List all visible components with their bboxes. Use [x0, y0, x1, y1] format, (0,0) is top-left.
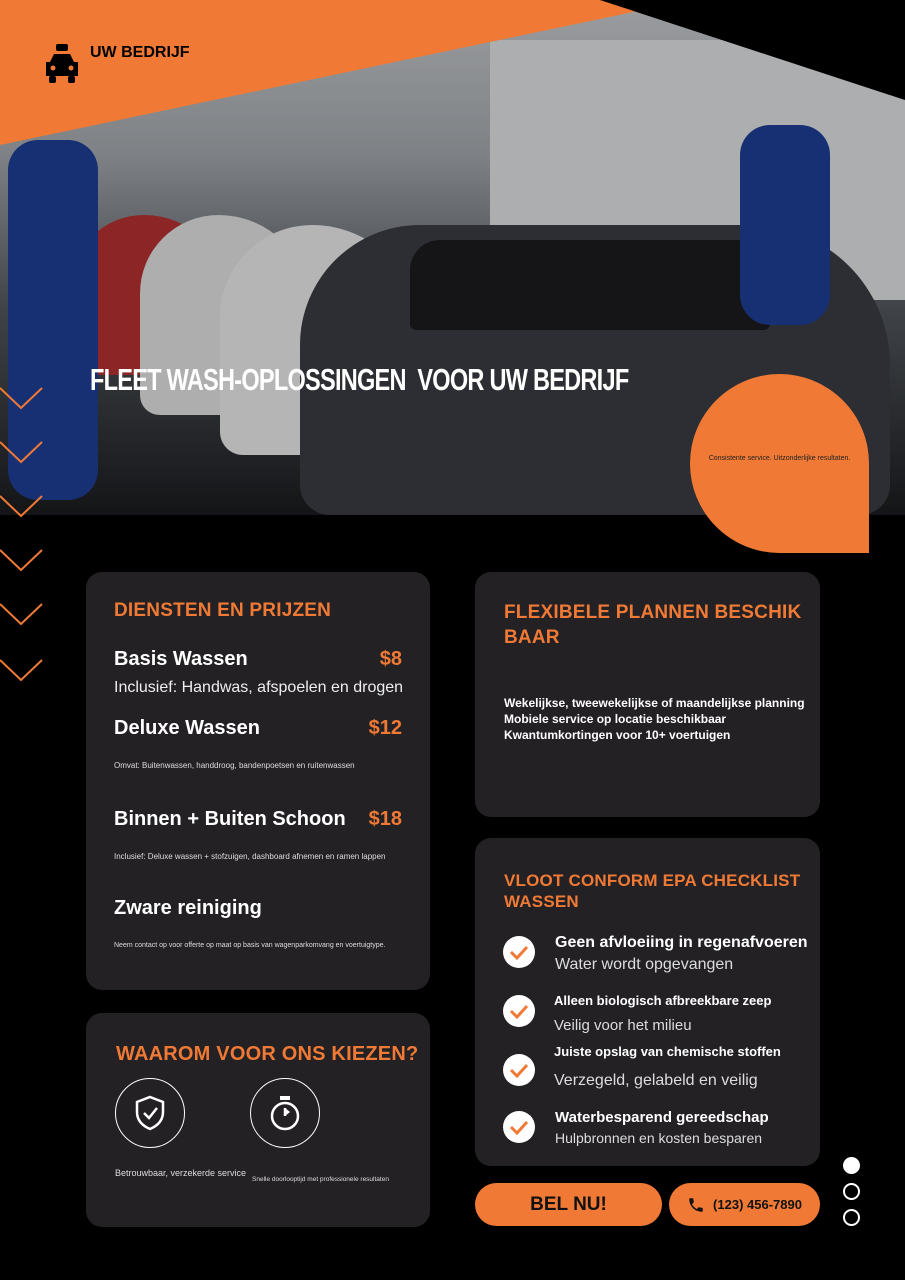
plans-list	[504, 695, 805, 743]
plan-line: Kwantumkortingen voor 10+ voertuigen	[504, 728, 731, 742]
service-desc: Inclusief: Handwas, afspoelen en drogen	[114, 679, 404, 696]
checklist-sub: Water wordt opgevangen	[555, 956, 734, 973]
page-dot[interactable]	[843, 1209, 860, 1226]
services-heading: DIENSTEN EN PRIJZEN	[114, 600, 332, 621]
checklist-title: Waterbesparend gereedschap	[555, 1109, 769, 1126]
service-price: $8	[379, 648, 402, 670]
check-icon	[503, 995, 535, 1027]
page-dot[interactable]	[843, 1183, 860, 1200]
call-now-button[interactable]: BEL NU!	[475, 1183, 662, 1226]
brand-name: UW BEDRIJF	[90, 44, 190, 61]
stopwatch-icon	[250, 1078, 320, 1148]
checklist-title: Juiste opslag van chemische stoffen	[554, 1044, 781, 1059]
service-price: $12	[368, 717, 402, 739]
feature-label: Betrouwbaar, verzekerde service	[115, 1168, 247, 1178]
service-name: Binnen + Buiten Schoon	[114, 808, 346, 830]
checklist-card	[475, 838, 820, 1166]
why-card	[86, 1013, 430, 1227]
why-heading: WAAROM VOOR ONS KIEZEN?	[116, 1043, 419, 1065]
car-logo-icon	[44, 42, 80, 86]
tagline: Consistente service. Uitzonderlijke resultaten.	[708, 455, 851, 462]
checklist-title: Alleen biologisch afbreekbare zeep	[554, 993, 772, 1008]
chevron-decoration-icon	[0, 380, 46, 700]
checklist-sub: Verzegeld, gelabeld en veilig	[554, 1072, 758, 1089]
page-dot-active[interactable]	[843, 1157, 860, 1174]
service-name: Deluxe Wassen	[114, 717, 260, 739]
plan-line: Mobiele service op locatie beschikbaar	[504, 712, 727, 726]
checklist-title: Geen afvloeiing in regenafvoeren	[555, 934, 808, 951]
checklist-sub: Hulpbronnen en kosten besparen	[555, 1130, 763, 1146]
service-name: Basis Wassen	[114, 648, 248, 670]
checklist-heading: VLOOT CONFORM EPA CHECKLIST WASSEN	[504, 871, 801, 911]
phone-button[interactable]	[669, 1183, 820, 1226]
phone-icon	[687, 1196, 705, 1214]
service-desc: Inclusief: Deluxe wassen + stofzuigen, dashboard afnemen en ramen lappen	[114, 852, 386, 861]
shield-check-icon	[115, 1078, 185, 1148]
tagline-badge	[690, 374, 869, 553]
check-icon	[503, 936, 535, 968]
service-desc: Omvat: Buitenwassen, handdroog, bandenpoetsen en ruitenwassen	[114, 761, 355, 770]
check-icon	[503, 1111, 535, 1143]
hero-title: FLEET WASH-OPLOSSINGEN VOOR UW BEDRIJF	[90, 362, 629, 397]
phone-number: (123) 456-7890	[713, 1197, 802, 1212]
checklist-sub: Veilig voor het milieu	[554, 1017, 692, 1034]
plan-line: Wekelijkse, tweewekelijkse of maandelijkse planning	[504, 696, 805, 710]
service-price: $18	[368, 808, 402, 830]
service-name: Zware reiniging	[114, 897, 262, 919]
plans-card	[475, 572, 820, 817]
plans-heading: FLEXIBELE PLANNEN BESCHIKBAAR	[504, 602, 802, 648]
check-icon	[503, 1054, 535, 1086]
brand	[44, 42, 190, 86]
feature-label: Snelle doorlooptijd met professionele resultaten	[252, 1176, 389, 1183]
services-card	[86, 572, 430, 990]
service-desc: Neem contact op voor offerte op maat op basis van wagenparkomvang en voertuigtype.	[114, 942, 386, 949]
